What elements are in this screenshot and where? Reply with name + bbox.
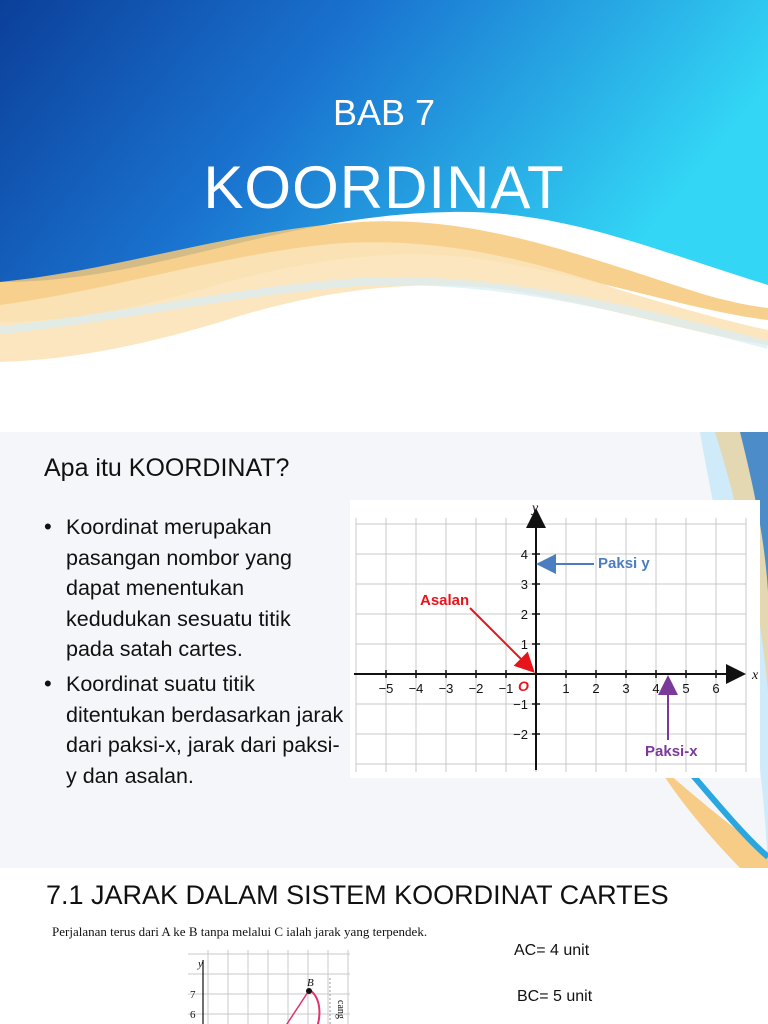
x-tick-label: 3: [622, 681, 630, 696]
bullet-text: Koordinat merupakan pasangan nombor yang dapat menentukan kedudukan sesuatu titik pada satah cartes.: [66, 515, 292, 662]
bullet-icon: •: [44, 670, 52, 696]
x-tick-label: −4: [408, 681, 424, 696]
asalan-label: Asalan: [420, 592, 470, 609]
list-item: [44, 512, 344, 665]
slide-heading: Apa itu KOORDINAT?: [44, 454, 290, 482]
origin-label: O: [518, 678, 529, 694]
bullet-icon: •: [44, 514, 52, 539]
path-curve: [310, 990, 319, 1024]
y-tick-label: 2: [520, 607, 528, 622]
bullet-text: Koordinat suatu titik ditentukan berdasarkan jarak dari paksi-x, jarak dari paksi-y dan asalan.: [66, 671, 344, 788]
distance-slide: [0, 868, 768, 1024]
grid-lines: [356, 518, 746, 772]
distance-figure: [38, 920, 478, 1024]
y-tick-label: 1: [520, 637, 528, 652]
x-tick-label: 4: [652, 681, 660, 696]
x-tick-label: −1: [498, 681, 514, 696]
figure-caption: Perjalanan terus dari A ke B tanpa melalui C ialah jarak yang terpendek.: [52, 924, 428, 939]
fig-tick-6: 6: [190, 1009, 196, 1021]
point-b-label: B: [307, 977, 314, 989]
y-tick-label: 3: [520, 577, 528, 592]
x-tick-label: −3: [438, 681, 454, 696]
definition-slide: [0, 432, 768, 868]
x-tick-label: 6: [712, 681, 720, 696]
y-tick-label: −2: [513, 727, 528, 742]
definition-list: [44, 512, 344, 795]
y-tick-label: −1: [513, 697, 528, 712]
chapter-subtitle: BAB 7: [332, 92, 436, 133]
x-tick-label: 5: [682, 681, 690, 696]
paksi-y-label: Paksi y: [598, 555, 650, 572]
x-tick-label: −2: [468, 681, 484, 696]
chapter-title: KOORDINAT: [203, 154, 565, 221]
x-tick-label: 1: [562, 681, 570, 696]
ac-distance: AC= 4 unit: [514, 942, 590, 959]
paksi-x-label: Paksi-x: [645, 743, 698, 760]
bc-distance: BC= 5 unit: [517, 988, 593, 1005]
x-tick-label: −5: [378, 681, 394, 696]
section-title: 7.1 JARAK DALAM SISTEM KOORDINAT CARTES: [46, 880, 669, 910]
fig-y-label: y: [198, 958, 203, 970]
cartesian-plane: [350, 500, 760, 778]
x-axis-label: x: [752, 668, 759, 683]
x-tick-label: 2: [592, 681, 600, 696]
y-tick-label: 4: [520, 547, 528, 562]
fig-tick-7: 7: [190, 989, 196, 1001]
title-slide: [0, 0, 768, 432]
path-ab: [283, 992, 308, 1024]
y-axis-label: y: [532, 501, 539, 516]
cartesian-plane-diagram: [350, 500, 760, 778]
distance-graph: [38, 920, 478, 1024]
fig-side-label: cang: [335, 1000, 346, 1019]
list-item: [44, 669, 344, 791]
